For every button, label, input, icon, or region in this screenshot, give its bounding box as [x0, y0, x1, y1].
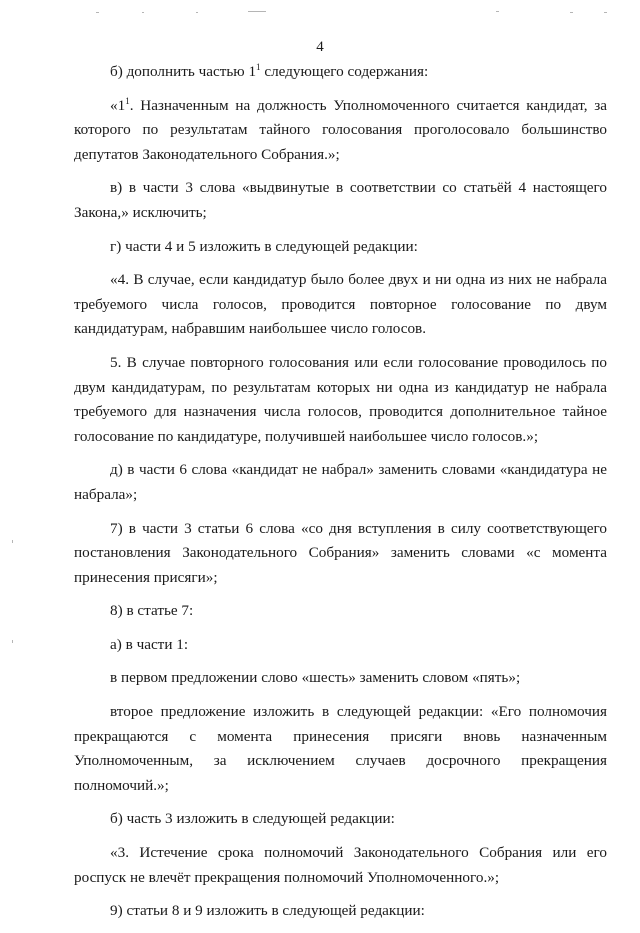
scan-artifact: [570, 12, 573, 13]
paragraph-text: следующего содержания:: [260, 63, 429, 80]
scan-artifact: [604, 12, 607, 13]
document-body: [74, 60, 607, 933]
paragraph: 9) статьи 8 и 9 изложить в следующей редакции:: [110, 902, 425, 920]
scan-artifact: [196, 12, 198, 13]
scan-artifact: [142, 12, 144, 13]
paragraph: в) в части 3 слова «выдвинутые в соответствии со статьёй 4 настоящего Закона,» исключить;: [74, 179, 607, 221]
scan-artifact: [496, 11, 499, 12]
paragraph: а) в части 1:: [110, 635, 189, 653]
paragraph: [74, 60, 607, 85]
superscript: 1: [256, 62, 261, 72]
paragraph: г) части 4 и 5 изложить в следующей редакции:: [110, 237, 418, 255]
paragraph: в первом предложении слово «шесть» заменить словом «пять»;: [110, 669, 521, 687]
paragraph-text: . Назначенным на должность Уполномоченного считается кандидат, за которого по результатам тайного голосования проголосовало большинство депутатов Законодательного Собрания.»;: [74, 96, 607, 163]
paragraph: 7) в части 3 статьи 6 слова «со дня вступления в силу соответствующего постановления Законодательного Собрания» заменить словами «с момента принесения присяги»;: [74, 519, 607, 586]
paragraph: второе предложение изложить в следующей редакции: «Его полномочия прекращаются с момента принесения присяги вновь назначенным Уполномоченным, за исключением случаев досрочного прекращения полномочий.»;: [74, 703, 607, 794]
paragraph: «3. Истечение срока полномочий Законодательного Собрания или его роспуск не влечёт прекращения полномочий Уполномоченного.»;: [74, 844, 607, 886]
scan-artifact: [96, 12, 99, 13]
scan-artifact: [248, 11, 266, 12]
scan-artifact: [12, 640, 13, 643]
scan-artifact: [12, 540, 13, 543]
superscript: 1: [125, 95, 130, 106]
paragraph: [74, 94, 607, 168]
page-number: 4: [316, 39, 324, 55]
paragraph-text: «1: [110, 96, 126, 114]
paragraph: д) в части 6 слова «кандидат не набрал» заменить словами «кандидатура не набрала»;: [74, 461, 607, 503]
paragraph: б) часть 3 изложить в следующей редакции:: [110, 810, 395, 828]
paragraph-text: б) дополнить частью 1: [110, 63, 257, 80]
paragraph: 5. В случае повторного голосования или если голосование проводилось по двум кандидатурам, по результатам которых ни одна из кандидатур не набрала требуемого для назначения числа голосов, проводится дополнительное тайное голосование по кандидатуре, получившей наибольшее число голосов.»;: [74, 353, 607, 445]
paragraph: 8) в статье 7:: [110, 602, 194, 620]
paragraph: «4. В случае, если кандидатур было более двух и ни одна из них не набрала требуемого числа голосов, проводится повторное голосование по двум кандидатурам, набравшим наибольшее число голосов.: [74, 271, 607, 338]
